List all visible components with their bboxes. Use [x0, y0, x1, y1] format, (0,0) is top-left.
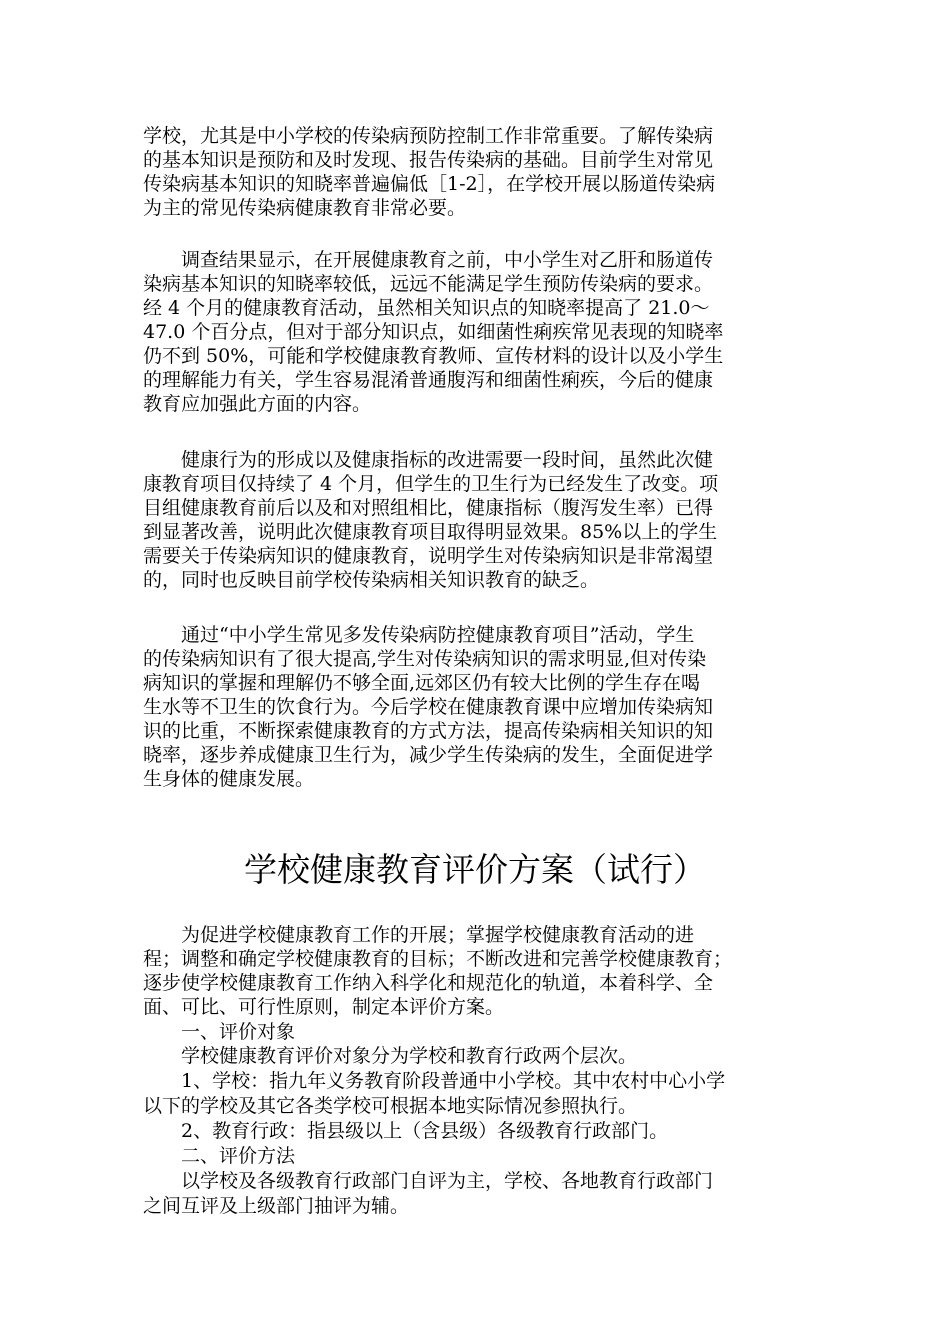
section-heading-evaluation-target: 一、评价对象	[143, 1021, 296, 1043]
text-line: 生身体的健康发展。	[143, 768, 315, 790]
paragraph-2	[143, 248, 813, 416]
text-line: 程；调整和确定学校健康教育的目标；不断改进和完善学校健康教育；	[143, 948, 733, 970]
text-line: 47.0 个百分点，但对于部分知识点，如细菌性痢疾常见表现的知晓率	[143, 321, 724, 343]
text-line: 调查结果显示，在开展健康教育之前，中小学生对乙肝和肠道传	[143, 249, 714, 271]
text-line: 识的比重，不断探索健康教育的方式方法，提高传染病相关知识的知	[143, 720, 714, 742]
text-line: 教育应加强此方面的内容。	[143, 393, 372, 415]
text-line: 康教育项目仅持续了 4 个月，但学生的卫生行为已经发生了改变。项	[143, 473, 719, 495]
text-line: 仍不到 50%，可能和学校健康教育教师、宣传材料的设计以及小学生	[143, 345, 724, 367]
text-line: 病知识的掌握和理解仍不够全面,远郊区仍有较大比例的学生存在喝	[143, 672, 701, 694]
text-line: 之间互评及上级部门抽评为辅。	[143, 1195, 410, 1217]
text-line: 面、可比、可行性原则，制定本评价方案。	[143, 996, 505, 1018]
text-line: 为主的常见传染病健康教育非常必要。	[143, 197, 467, 219]
text-line: 需要关于传染病知识的健康教育，说明学生对传染病知识是非常渴望	[143, 545, 714, 567]
text-line: 为促进学校健康教育工作的开展；掌握学校健康教育活动的进	[143, 924, 695, 946]
text-line: 以学校及各级教育行政部门自评为主，学校、各地教育行政部门	[143, 1170, 714, 1192]
text-line: 的理解能力有关，学生容易混淆普通腹泻和细菌性痢疾，今后的健康	[143, 369, 714, 391]
text-line: 生水等不卫生的饮食行为。今后学校在健康教育课中应增加传染病知	[143, 696, 714, 718]
paragraph-4	[143, 623, 813, 791]
paragraph-1	[143, 124, 813, 220]
paragraph-3	[143, 448, 813, 592]
text-line: 通过“中小学生常见多发传染病防控健康教育项目”活动，学生	[143, 624, 695, 646]
document-title: 学校健康教育评价方案（试行）	[244, 850, 706, 889]
text-line: 传染病基本知识的知晓率普遍偏低［1-2］，在学校开展以肠道传染病	[143, 173, 716, 195]
section-heading-evaluation-method: 二、评价方法	[143, 1145, 296, 1167]
text-line: 染病基本知识的知晓率较低，远远不能满足学生预防传染病的要求。	[143, 273, 714, 295]
text-line: 学校健康教育评价对象分为学校和教育行政两个层次。	[143, 1045, 638, 1067]
text-line: 的传染病知识有了很大提高,学生对传染病知识的需求明显,但对传染	[143, 648, 707, 670]
intro-paragraph	[143, 923, 813, 1019]
text-line: 1、学校：指九年义务教育阶段普通中小学校。其中农村中心小学	[143, 1070, 726, 1092]
text-line: 学校，尤其是中小学校的传染病预防控制工作非常重要。了解传染病	[143, 125, 714, 147]
text-line: 以下的学校及其它各类学校可根据本地实际情况参照执行。	[143, 1095, 638, 1117]
text-line: 健康行为的形成以及健康指标的改进需要一段时间，虽然此次健	[143, 449, 714, 471]
text-line: 的基本知识是预防和及时发现、报告传染病的基础。目前学生对常见	[143, 149, 714, 171]
text-line: 经 4 个月的健康教育活动，虽然相关知识点的知晓率提高了 21.0～	[143, 297, 710, 319]
text-line: 晓率，逐步养成健康卫生行为，减少学生传染病的发生，全面促进学	[143, 744, 714, 766]
text-line: 2、教育行政：指县级以上（含县级）各级教育行政部门。	[143, 1120, 669, 1142]
text-line: 的，同时也反映目前学校传染病相关知识教育的缺乏。	[143, 569, 600, 591]
text-line: 逐步使学校健康教育工作纳入科学化和规范化的轨道，本着科学、全	[143, 972, 714, 994]
text-line: 目组健康教育前后以及和对照组相比，健康指标（腹泻发生率）已得	[143, 497, 714, 519]
text-line: 到显著改善，说明此次健康教育项目取得明显效果。85%以上的学生	[143, 521, 718, 543]
